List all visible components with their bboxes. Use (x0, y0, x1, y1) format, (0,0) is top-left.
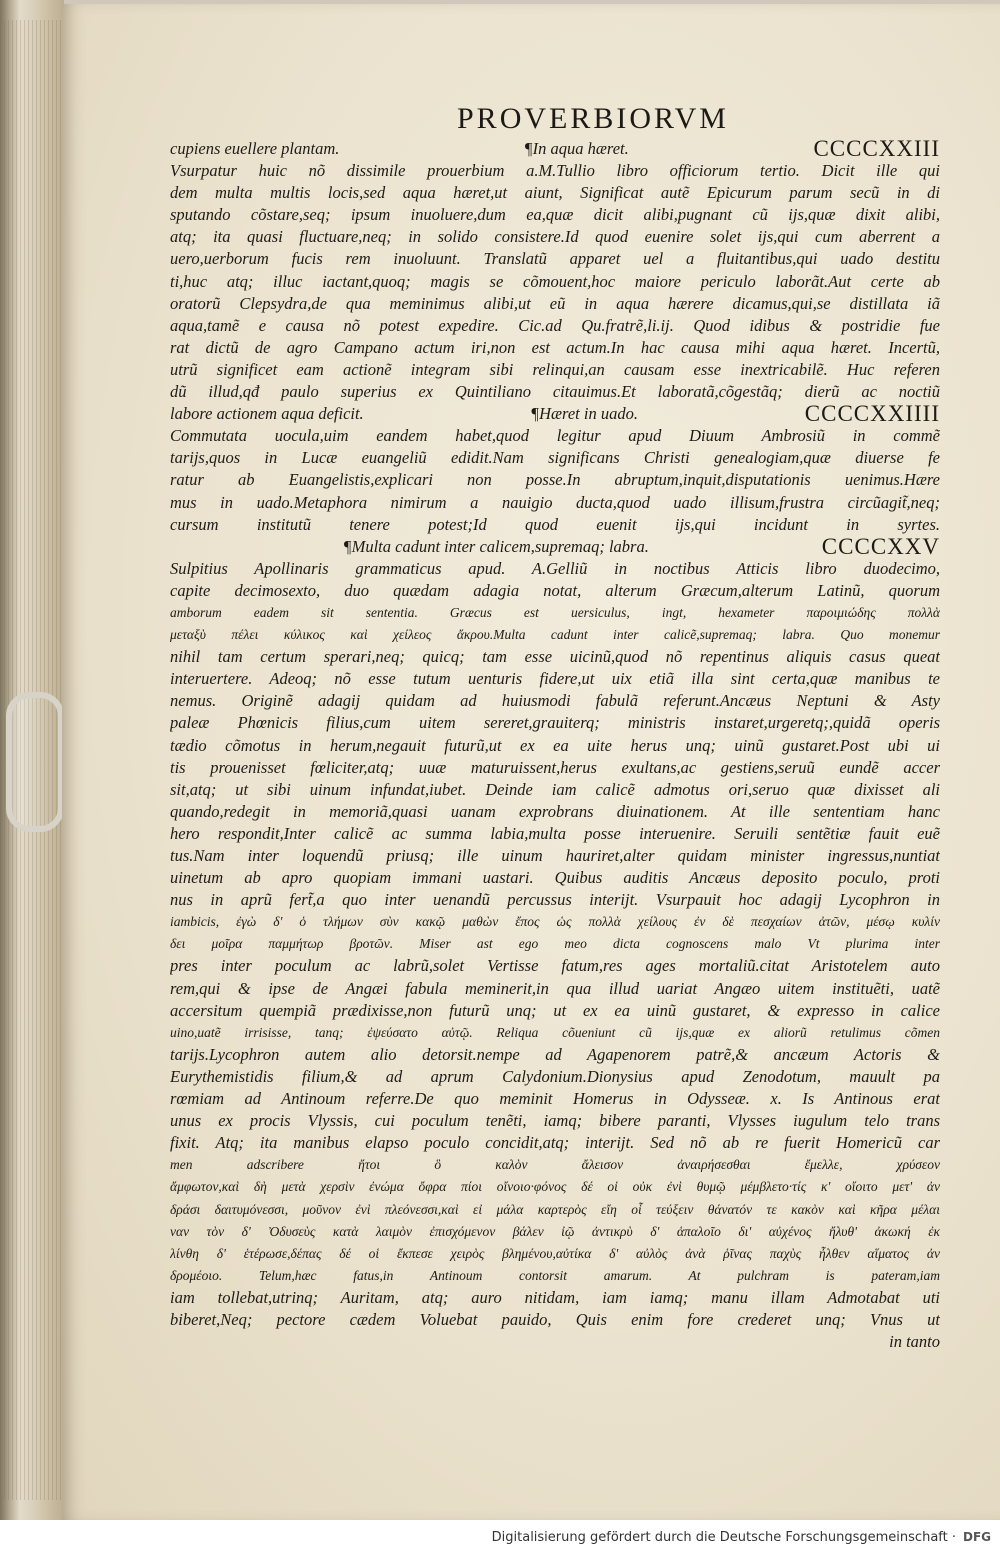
heading-line (170, 138, 940, 160)
text-line: mus in uado.Metaphora nimirum a nauigio ducta,quod uado illisum,frustra circũagit̃,neq; (170, 492, 940, 512)
text-line: sit,atq; ut sibi uinum infundat,iubet. Deinde iam calicẽ admotus ori,seruo quæ dixisset ali (170, 779, 940, 799)
text-line: dũ illud,qđ paulo superius ex Quintiliano citauimus.Et laboratã,cõgestãq; dierũ ac noctiũ (170, 382, 940, 402)
text-line: μεταξὺ πέλει κύλικος καὶ χείλεος ἄκρου.Multa cadunt inter calicẽ,supremaq; labra. Quo monemur (170, 627, 940, 643)
text-line: unus ex procis Vlyssis, cui poculum tenẽti, iamq; bibere paranti, Vlysses iugulum telo trans (170, 1111, 940, 1131)
page-clip (6, 692, 64, 832)
text-line: dem multa multis locis,sed aqua hæret,ut aiunt, Significat autẽ Epicurum parum secũ in di (170, 183, 940, 203)
text-line: rem,qui & ipse de Angæi fabula meminerit,in qua illud uariat Angæo uitem instituẽti, uatẽ (170, 978, 940, 998)
text-line: capite decimosexto, duo quædam adagia notat, alterum Græcum,alterum Latinũ, quorum (170, 580, 940, 600)
text-line: sputando cõstare,seq; ipsum inuoluere,dum ea,quæ dicit alibi,pugnant cũ ijs,quæ dixit alibi, (170, 205, 940, 225)
text-line: biberet,Neq; pectore cædem Voluebat pauido, Quis enim fore crederet unq; Vnus ut (170, 1309, 940, 1329)
text-line: ναν τὸν δ' Ὀδυσεὺς κατὰ λαιμὸν ἐπισχόμενον βάλεν ἰῷ ἀντικρὺ δ' ἁπαλοῖο δι' αὐχένος ἤλυθ' ἀκωκή ἐκ (170, 1223, 940, 1239)
text-line: uero,uerborum fucis rem inuoluunt. Translatũ apparet uel a fluitantibus,qui uado destitu (170, 249, 940, 269)
text-line: tis prouenisset fœliciter,atq; uuæ maturuissent,herus exultans,ac gestiens,seruũ eundẽ accer (170, 757, 940, 777)
text-line: Sulpitius Apollinaris grammaticus apud. A.Gelliũ in noctibus Atticis libro duodecimo, (170, 558, 940, 578)
text-line: fixit. Atq; ita manibus elapso poculo concidit,atq; interijt. Sed nõ ab re fuerit Homericũ car (170, 1133, 940, 1153)
dfg-logo-icon: DFG (962, 1530, 991, 1544)
text-line: ἄμφωτον,καὶ δὴ μετὰ χερσὶν ἐνώμα ὄφρα πίοι οἴνοιο·φόνος δέ οἱ οὐκ ἐνὶ θυμῷ μέμβλετο·τίς κ' οἴοιτο μετ' ἀν (170, 1179, 940, 1195)
heading-line (170, 403, 940, 425)
text-line: accersitum quempiã prædixisse,non futurũ unq; ut ex ea uinũ gustaret, & expresso in calice (170, 1000, 940, 1020)
footer-credit: Digitalisierung gefördert durch die Deutsche Forschungsgemeinschaft · (491, 1530, 956, 1545)
text-line: Vsurpatur huic nõ dissimile prouerbium a.M.Tullio libro officiorum tertio. Dicit ille qui (170, 161, 940, 181)
text-line: uinetum ab apro quopiam immani uastari. Quibus auditis Ancæus deposito poculo, proti (170, 868, 940, 888)
text-block (170, 138, 940, 1353)
text-line: paleæ Phœnicis filius,cum uitem sereret,grauiterq; ministris instaret,urgeretq;,quidã operis (170, 713, 940, 733)
text-line: men adscribere ἤτοι ὃ καλὸν ἄλεισον ἀναιρήσεσθαι ἔμελλε, χρύσεον (170, 1157, 940, 1173)
text-line: pres inter poculum ac labrũ,solet Vertisse fatum,res ages mortaliũ.citat Aristotelem auto (170, 956, 940, 976)
text-line: Commutata uocula,uim eandem habet,quod legitur apud Diuum Ambrosiũ in commẽ (170, 426, 940, 446)
running-title: PROVERBIORVM (457, 102, 729, 135)
text-line: cursum institutũ tenere potest;Id quod euenit ijs,qui incidunt in syrtes. (170, 514, 940, 534)
text-line: iam tollebat,utrinq; Auritam, atq; auro nitidam, iam iamq; manu illam Admotabat uti (170, 1287, 940, 1307)
text-line: tarijs.Lycophron autem alio detorsit.nempe ad Agapenorem patrẽ,& ancæum Actoris & (170, 1044, 940, 1064)
text-line: tædio cõmotus in herum,negauit futurũ,ut ex ea uite herus unq; uinũ gustaret.Post ubi ui (170, 735, 940, 755)
adage-number: CCCCXXIII (813, 138, 940, 161)
adage-title: ¶Multa cadunt inter calicem,supremaq; labra. (342, 536, 649, 556)
text-line: aqua,tamẽ e causa nõ potest expedire. Cic.ad Qu.fratrẽ,li.ij. Quod idibus & postridie fue (170, 315, 940, 335)
adage-number: CCCCXXV (821, 535, 940, 558)
text-line: rœmiam ad Antinoum referre.De quo meminit Homerus in Odysseæ. x. Is Antinous erat (170, 1089, 940, 1109)
text-line: λίνθη δ' ἑτέρωσε,δέπας δέ οἱ ἔκπεσε χειρὸς βλημένου,αὐτίκα δ' αὐλὸς ἀνὰ ῥῖνας παχὺς ἦλθεν αἵματος ἀν (170, 1245, 940, 1261)
text-line: ti,huc atq; illuc iactant,quoq; magis se cõmouent,hoc maiore periculo laborãt.Aut certe ab (170, 271, 940, 291)
text-line: iambicis, ἐγὼ δ' ὁ τλήμων σὺν κακῷ μαθὼν ἔπος ὡς πολλὰ χείλους ἐν δὲ πεσχαίων ἀτῶν, μέσῳ κυλίν (170, 914, 940, 930)
text-line: utrũ significet eam actionẽ integram sibi relinqui,an causam esse inextricabilẽ. Huc referen (170, 359, 940, 379)
adage-title: ¶In aqua hæret. (524, 139, 629, 158)
line-end-text: labore actionem aqua deficit. (170, 404, 364, 424)
text-line: nihil tam certum sperari,neq; quicq; tam esse uicinũ,quod nõ repentinus aliquis casus queat (170, 647, 940, 667)
text-line: interuertere. Adeoq; nõ esse tutum uenturis fidere,ut uix etiã illa sint certa,quæ manibus te (170, 669, 940, 689)
heading-line (170, 536, 940, 558)
text-line: δράσι δαιτυμόνεσσι, μοῦνον ἐνὶ πλεόνεσσι,καὶ εἰ μάλα καρτερὸς εἴη οἷ τεύξειν θάνατόν τε κακὸν καὶ κῆρα μέλαι (170, 1201, 940, 1217)
text-line: ratur ab Euangelistis,explicari non posse.In abruptum,inquit,disputationis uenimus.Hære (170, 470, 940, 490)
text-line: δει μοῖρα παμμήτωρ βροτῶν. Miser ast ego meo dicta cognoscens malo Vt plurima inter (170, 936, 940, 952)
text-line: oratorũ Clepsydra,de qua meminimus alibi,ut eũ in aqua hærere dicamus,qui,se distillata iã (170, 293, 940, 313)
adage-number: CCCCXXIIII (804, 403, 940, 426)
text-line: quando,redegit in memoriã,quasi uanam exprobrans diuinationem. At ille sententiam hanc (170, 801, 940, 821)
text-line: tarijs,quos in Lucæ euangeliũ edidit.Nam significans Christi genealogiam,quæ diuerse fe (170, 448, 940, 468)
text-line: tus.Nam inter loquendũ priusq; ille uinum hauriret,alter quidam minister ingressus,nuntiat (170, 846, 940, 865)
text-line: δρομέοιο. Telum,hæc fatus,in Antinoum contorsit amarum. At pulchram is pateram,iam (170, 1267, 940, 1283)
text-line: nemus. Originẽ adagij quidam ad huiusmodi fabulã referunt.Ancæus Neptuni & Asty (170, 691, 940, 711)
text-line: amborum eadem sit sententia. Græcus est uersiculus, ingt, hexameter παροιμιώδης πολλὰ (170, 604, 940, 620)
text-line: nus in aprũ fert̃,a quo inter uenandũ percussus interijt. Vsurpauit hoc adagij Lycophron in (170, 890, 940, 910)
line-end-text: cupiens euellere plantam. (170, 139, 340, 158)
text-line: Eurythemistidis filium,& ad aprum Calydonium.Dionysius apud Zenodotum, mauult pa (170, 1066, 940, 1086)
adage-title: ¶Hæret in uado. (530, 404, 638, 424)
footer-bar (0, 1520, 1000, 1556)
text-line: in tanto (889, 1332, 940, 1352)
text-line: hero respondit,Inter calicẽ ac summa labia,multa posse interuenire. Seruili sentẽtiæ fauit euẽ (170, 823, 940, 843)
text-line: uino,uatẽ irrisisse, tanq; ἐψεύσατο αὐτῷ. Reliqua cõueniunt cũ ijs,quæ ex aliorũ retulimus cõmen (170, 1024, 940, 1040)
text-line: rat dictũ de agro Campano actum iri,non est actum.In hac causa mihi aqua hæret. Incertũ, (170, 337, 940, 357)
text-line: atq; ita quasi fluctuare,neq; in solido consistere.Id quod euenire solet ijs,qui cum aberrent a (170, 227, 940, 247)
